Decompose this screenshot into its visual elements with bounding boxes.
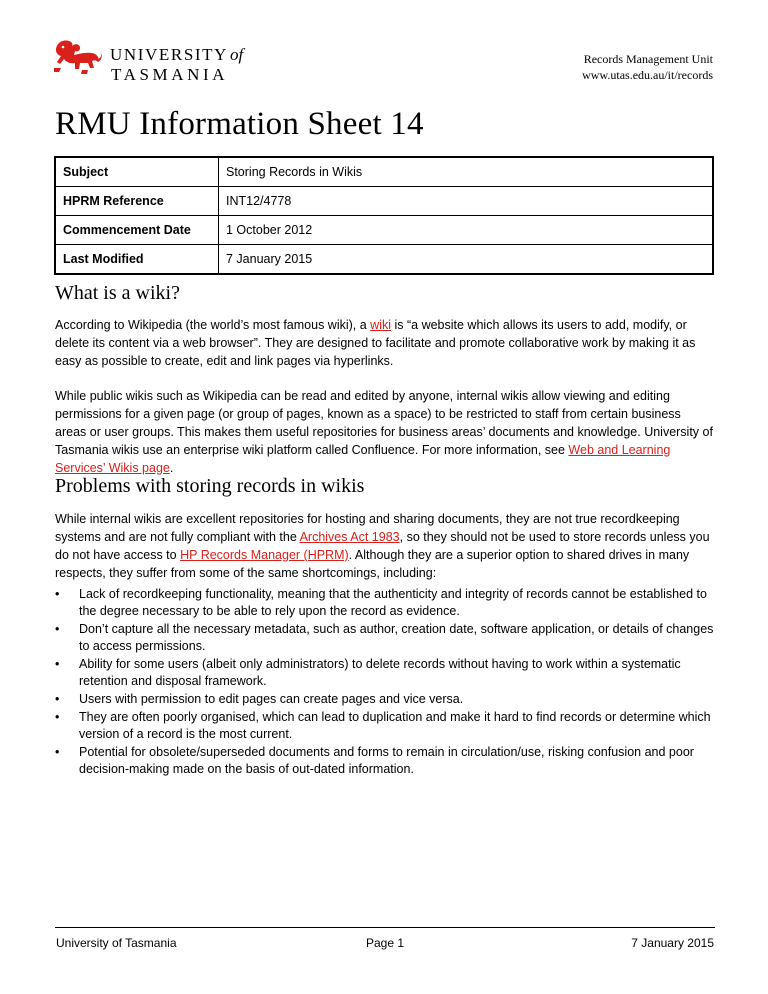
bullet-icon: • <box>55 710 60 724</box>
table-row <box>55 157 713 187</box>
list-item: • Lack of recordkeeping functionality, meaning that the authenticity and integrity of records cannot be established to the degree necessary to be able to rely upon the record as evidence. <box>55 587 707 618</box>
paragraph-problems-intro: While internal wikis are excellent repositories for hosting and sharing documents, they are not true recordkeeping systems and are not fully compliant with the Archives Act 1983, so they should not be used to store records unless you do not have access to HP Records Manager (HPRM). Although they are a superior option to shared drives in many respects, they suffer from some of the same shortcomings, including: <box>55 512 710 580</box>
paragraph-internal-wikis: While public wikis such as Wikipedia can be read and edited by anyone, internal wikis allow viewing and editing permissions for a given page (or group of pages, known as a space) to be restricted to staff from certain business areas or user groups. This makes them useful repositories for business areas’ documents and knowledge. University of Tasmania wikis use an enterprise wiki platform called Confluence. For more information, see Web and Learning Services’ Wikis page. <box>55 389 713 475</box>
footer-organisation: University of Tasmania <box>56 936 177 950</box>
metadata-table <box>54 156 714 275</box>
university-logo <box>52 36 252 96</box>
footer-date: 7 January 2015 <box>631 936 714 950</box>
meta-value: INT12/4778 <box>219 187 714 216</box>
page-title: RMU Information Sheet 14 <box>55 106 424 142</box>
list-item: • Ability for some users (albeit only administrators) to delete records without having to work within a systematic retention and disposal framework. <box>55 657 681 688</box>
meta-key: HPRM Reference <box>55 187 219 216</box>
meta-value: Storing Records in Wikis <box>219 157 714 187</box>
meta-value: 1 October 2012 <box>219 216 714 245</box>
paragraph-wiki-definition: According to Wikipedia (the world’s most famous wiki), a wiki is “a website which allows its users to add, modify, or delete its content via a web browser”. They are designed to facilitate and promote collaborative work by making it as easy as possible to create, edit and link pages via hyperlinks. <box>55 318 696 368</box>
meta-key: Last Modified <box>55 245 219 275</box>
bullet-icon: • <box>55 622 60 636</box>
shortcomings-list <box>55 586 715 779</box>
section-heading-what-is-a-wiki: What is a wiki? <box>55 282 180 304</box>
lion-crest-icon <box>52 38 104 78</box>
bullet-icon: • <box>55 692 60 706</box>
bullet-icon: • <box>55 587 60 601</box>
footer-page-number: Page 1 <box>366 936 405 950</box>
page-footer <box>55 927 715 956</box>
meta-key: Commencement Date <box>55 216 219 245</box>
logo-university-text: UNIVERSITY <box>110 45 228 64</box>
meta-value: 7 January 2015 <box>219 245 714 275</box>
unit-name: Records Management Unit <box>583 52 713 66</box>
bullet-icon: • <box>55 657 60 671</box>
list-item: • They are often poorly organised, which can lead to duplication and make it hard to find records or determine which version of a record is the most current. <box>55 710 711 741</box>
wikis-page-link[interactable]: Web and Learning Services’ Wikis page <box>55 443 671 475</box>
meta-key: Subject <box>55 157 219 187</box>
logo-of-text: of <box>230 45 244 64</box>
hprm-link[interactable]: HP Records Manager (HPRM) <box>180 548 349 562</box>
table-row <box>55 216 713 245</box>
archives-act-link[interactable]: Archives Act 1983 <box>299 530 400 544</box>
section-heading-problems: Problems with storing records in wikis <box>55 475 365 497</box>
unit-url: www.utas.edu.au/it/records <box>582 68 713 82</box>
list-item: • Don’t capture all the necessary metadata, such as author, creation date, software application, or details of changes to access permissions. <box>55 622 714 653</box>
table-row <box>55 245 713 275</box>
table-row <box>55 187 713 216</box>
bullet-icon: • <box>55 745 60 759</box>
list-item: • Potential for obsolete/superseded documents and forms to remain in circulation/use, risking confusion and poor decision-making made on the basis of out-dated information. <box>55 745 694 776</box>
list-item: • Users with permission to edit pages can create pages and vice versa. <box>55 692 464 706</box>
logo-tasmania-text: TASMANIA <box>111 65 229 84</box>
unit-header <box>582 51 713 83</box>
wiki-link[interactable]: wiki <box>370 318 392 332</box>
